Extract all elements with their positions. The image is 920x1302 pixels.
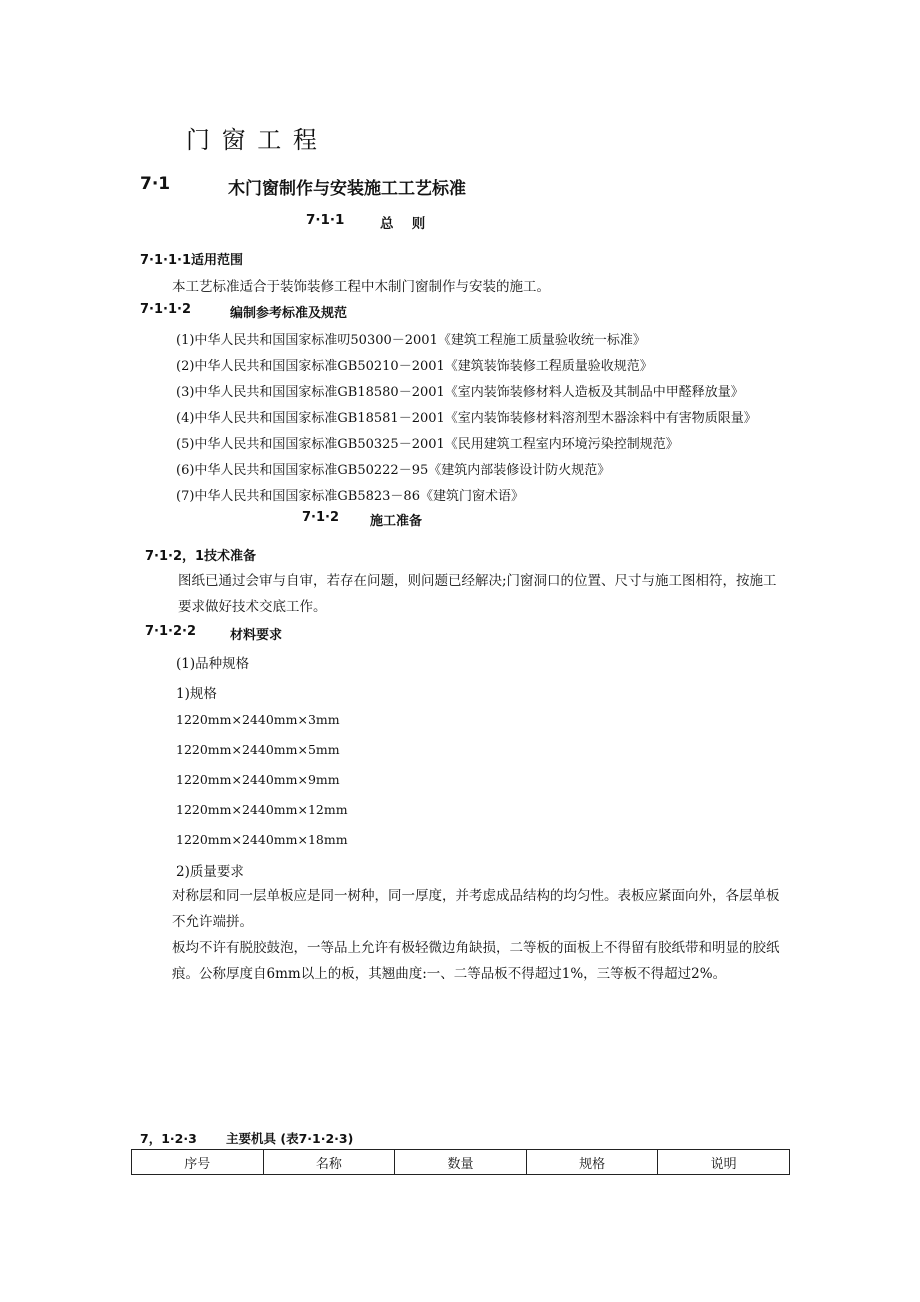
- spec-item: 1220mm×2440mm×12mm: [176, 802, 348, 817]
- subsection-preparation-number: 7·1·2: [302, 510, 340, 525]
- scope-text: 本工艺标准适合于装饰装修工程中木制门窗制作与安装的施工。: [172, 279, 550, 295]
- column-header: 数量: [395, 1150, 527, 1175]
- materials-heading-number: 7·1·2·2: [145, 624, 196, 639]
- reference-item: (4)中华人民共和国国家标准GB18581－2001《室内装饰装修材料溶剂型木器涂料中有害物质限量》: [176, 411, 757, 426]
- spec-item: 1220mm×2440mm×18mm: [176, 832, 348, 847]
- section-number: 7·1: [140, 174, 171, 194]
- column-header: 序号: [132, 1150, 264, 1175]
- table-header-row: [132, 1150, 790, 1175]
- reference-item: (1)中华人民共和国国家标准叨50300－2001《建筑工程施工质量验收统一标准》: [176, 333, 646, 348]
- reference-item: (5)中华人民共和国国家标准GB50325－2001《民用建筑工程室内环境污染控制规范》: [176, 437, 679, 452]
- machines-heading-number: 7，1·2·3: [140, 1131, 197, 1146]
- quality-paragraph-2: 板均不许有脱胶鼓泡，一等品上允许有极轻微边角缺损，二等板的面板上不得留有胶纸带和明显的胶纸痕。公称厚度自6mm以上的板，其翘曲度:一、二等品板不得超过1%，三等板不得超过2%。: [172, 940, 780, 982]
- subsection-general-title: 总 则: [380, 216, 426, 232]
- spec-item: 1220mm×2440mm×5mm: [176, 742, 340, 757]
- references-heading-number: 7·1·1·2: [140, 302, 191, 317]
- section-title: 木门窗制作与安装施工工艺标准: [228, 179, 466, 199]
- machines-heading-title: 主要机具 (表7·1·2·3): [226, 1131, 354, 1146]
- machines-table: [131, 1149, 790, 1175]
- reference-item: (6)中华人民共和国国家标准GB50222－95《建筑内部装修设计防火规范》: [176, 463, 611, 478]
- technical-prep-heading: 7·1·2，1技术准备: [145, 549, 257, 564]
- spec-item: 1220mm×2440mm×9mm: [176, 772, 340, 787]
- subsection-general-number: 7·1·1: [306, 212, 345, 228]
- column-header: 说明: [658, 1150, 790, 1175]
- variety-label: (1)品种规格: [176, 656, 250, 672]
- quality-label: 2)质量要求: [176, 864, 244, 880]
- references-heading-title: 编制参考标准及规范: [230, 306, 348, 321]
- spec-item: 1220mm×2440mm×3mm: [176, 712, 340, 727]
- reference-item: (3)中华人民共和国国家标准GB18580－2001《室内装饰装修材料人造板及其制品中甲醛释放量》: [176, 385, 744, 400]
- technical-prep-text: 图纸已通过会审与自审，若存在问题，则问题已经解决;门窗洞口的位置、尺寸与施工图相符，按施工要求做好技术交底工作。: [178, 573, 777, 615]
- spec-label: 1)规格: [176, 686, 217, 702]
- reference-item: (2)中华人民共和国国家标准GB50210－2001《建筑装饰装修工程质量验收规范》: [176, 359, 653, 374]
- reference-item: (7)中华人民共和国国家标准GB5823－86《建筑门窗术语》: [176, 489, 524, 504]
- subsection-preparation-title: 施工准备: [370, 514, 423, 529]
- scope-heading: 7·1·1·1适用范围: [140, 253, 243, 268]
- column-header: 规格: [526, 1150, 658, 1175]
- chapter-title: 门 窗 工 程: [186, 126, 319, 154]
- column-header: 名称: [263, 1150, 395, 1175]
- quality-paragraph-1: 对称层和同一层单板应是同一树种，同一厚度，并考虑成品结构的均匀性。表板应紧面向外，各层单板不允许端拼。: [172, 888, 780, 930]
- materials-heading-title: 材料要求: [230, 628, 283, 643]
